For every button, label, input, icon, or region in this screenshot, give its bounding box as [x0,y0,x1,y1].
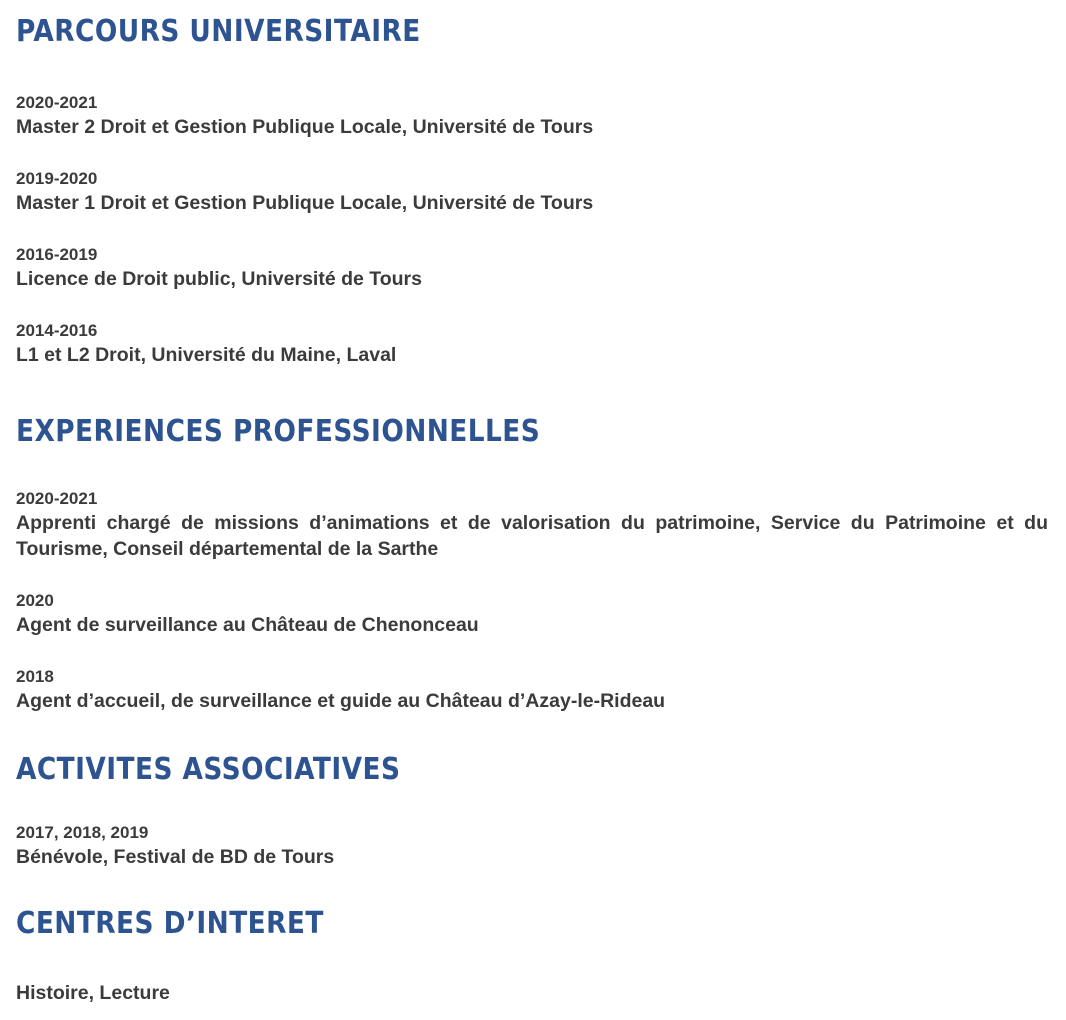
section-title-experiences-professionnelles: EXPERIENCES PROFESSIONNELLES [16,414,541,449]
education-entry [16,244,1048,292]
section-title-parcours-universitaire: PARCOURS UNIVERSITAIRE [16,14,421,49]
entry-date: 2020-2021 [16,93,98,112]
education-entry [16,320,1048,368]
section-title-activites-associatives: ACTIVITES ASSOCIATIVES [16,752,401,787]
entry-date: 2019-2020 [16,169,98,188]
entry-date: 2014-2016 [16,321,98,340]
entry-description: Master 2 Droit et Gestion Publique Locale, Université de Tours [16,116,594,138]
entry-description: Histoire, Lecture [16,982,170,1004]
entry-date: 2018 [16,667,54,686]
entry-description: Licence de Droit public, Université de Tours [16,268,422,290]
entry-date: 2020 [16,591,54,610]
entry-description: Master 1 Droit et Gestion Publique Locale, Université de Tours [16,192,594,214]
entry-date: 2020-2021 [16,489,98,508]
entry-date: 2016-2019 [16,245,98,264]
entry-description: L1 et L2 Droit, Université du Maine, Laval [16,344,397,366]
association-entry [16,822,1048,870]
education-entry [16,168,1048,216]
interests-entry [16,980,1048,1006]
education-entry [16,92,1048,140]
entry-date: 2017, 2018, 2019 [16,823,149,842]
section-title-centres-d-interet: CENTRES D’INTERET [16,906,324,941]
entry-description: Agent d’accueil, de surveillance et guide au Château d’Azay-le-Rideau [16,690,666,712]
entry-description: Bénévole, Festival de BD de Tours [16,846,335,868]
entry-description: Apprenti chargé de missions d’animations et de valorisation du patrimoine, Service du Patrimoine et du Tourisme, Conseil départemental de la Sarthe [16,512,1048,560]
experience-entry [16,488,1048,562]
experience-entry [16,590,1048,638]
entry-description: Agent de surveillance au Château de Chenonceau [16,614,479,636]
experience-entry [16,666,1048,714]
